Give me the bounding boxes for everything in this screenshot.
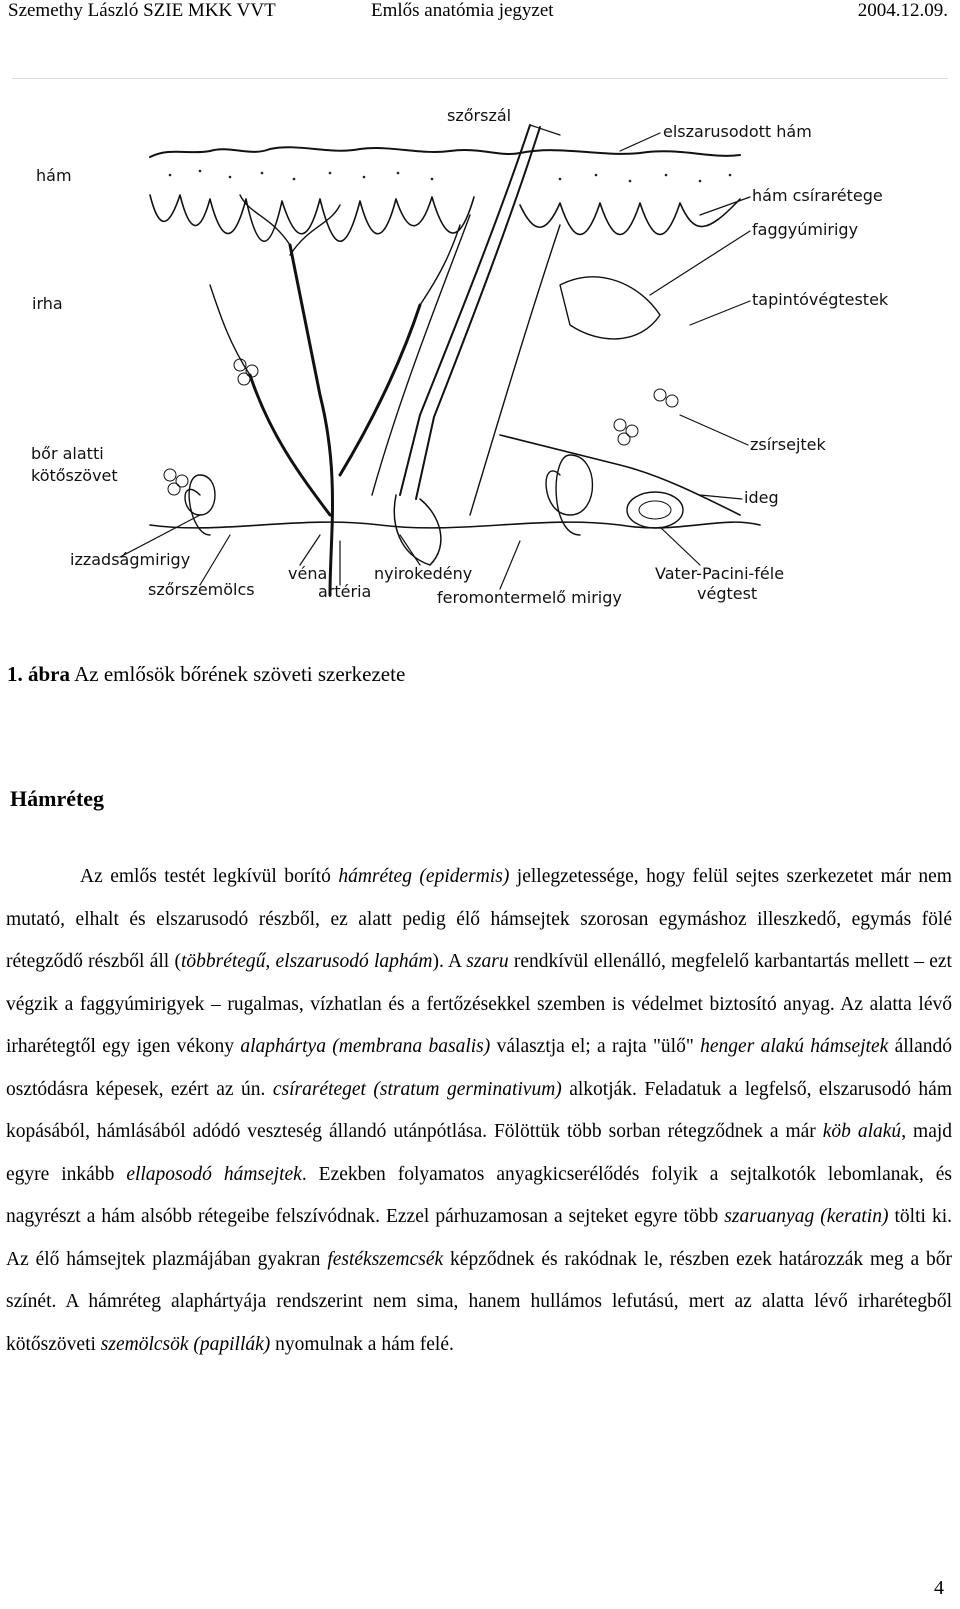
- paragraph: [6, 856, 952, 1366]
- emphasis-term: henger alakú hámsejtek: [700, 1036, 889, 1057]
- header-date: 2004.12.09.: [857, 0, 948, 21]
- text-run: . Ezekben folyamatos anyagkicserélődés folyik a sejtalkotók lebomlanak, és nagyrészt a hám alsóbb rétegeibe felszívódnak. Ezzel párhuzamosan a sejteket egyre több: [6, 1163, 952, 1227]
- figure-caption: [7, 662, 405, 687]
- emphasis-term: hámréteg (epidermis): [338, 866, 510, 887]
- emphasis-term: ellaposodó hámsejtek: [126, 1163, 302, 1185]
- text-run: képződnek és rakódnak le, részben ezek határozzák meg a bőr színét. A hámréteg alaphártyája rendszerint nem sima, hanem hullámos lefutású, mert az alatta lévő irharétegből kötőszöveti: [6, 1248, 953, 1355]
- caption-text: Az emlősök bőrének szöveti szerkezete: [70, 662, 406, 686]
- text-run: Az emlős testét legkívül borító: [80, 866, 339, 887]
- text-run: tölti ki. Az élő hámsejtek plazmájában gyakran: [6, 1206, 952, 1270]
- emphasis-term: szemölcsök (papillák): [100, 1333, 271, 1355]
- body-text: [6, 856, 952, 1366]
- label-vegtest: végtest: [697, 584, 758, 603]
- emphasis-term: szaruanyag (keratin): [724, 1206, 889, 1227]
- skin-structure-figure: [0, 95, 960, 635]
- caption-number: 1. ábra: [7, 662, 70, 686]
- section-title: Hámréteg: [10, 786, 105, 811]
- label-feromontermelo: feromontermelő mirigy: [437, 588, 622, 607]
- label-elszarusodott-ham: elszarusodott hám: [663, 122, 812, 141]
- label-nyirokedeny: nyirokedény: [374, 564, 473, 583]
- text-run: jellegzetessége, hogy felül sejtes szerkezetet már nem mutató, elhalt és elszarusodó részből, ez alatt pedig élő hámsejtek szorosan egymáshoz illeszkedő, egymás fölé rétegződő részből áll (: [6, 866, 952, 972]
- label-irha: irha: [32, 294, 63, 313]
- emphasis-term: csíraréteget (stratum germinativum): [272, 1078, 562, 1100]
- header-author: Szemethy László SZIE MKK VVT: [8, 0, 276, 21]
- emphasis-term: köb alakú: [822, 1121, 902, 1142]
- emphasis-term: többrétegű, elszarusodó laphám: [180, 951, 433, 972]
- skin-illustration: [150, 125, 760, 595]
- label-ideg: ideg: [744, 488, 779, 507]
- page-header: [0, 0, 960, 24]
- label-vena: véna: [288, 564, 328, 583]
- text-run: rendkívül ellenálló, megfelelő karbantartás mellett – ezt végzik a faggyúmirigyek – rugalmas, vízhatlan és a fertőzésekkel szemben is védelmet biztosító anyag. Az alatta lévő irharétegtől egy igen vékony: [6, 951, 952, 1057]
- page-number: 4: [934, 1577, 944, 1599]
- text-run: ). A: [432, 951, 467, 972]
- label-izzadsagmirigy: izzadságmirigy: [70, 550, 191, 569]
- label-tapintovegtestek: tapintóvégtestek: [752, 290, 889, 309]
- label-arteria: artéria: [318, 582, 372, 601]
- emphasis-term: alaphártya (membrana basalis): [240, 1036, 491, 1057]
- header-title: Emlős anatómia jegyzet: [371, 0, 554, 21]
- text-run: nyomulnak a hám felé.: [270, 1333, 454, 1355]
- label-bor-alatti: bőr alatti: [31, 444, 104, 463]
- label-szorszal: szőrszál: [447, 106, 512, 125]
- label-ham-csiraretege: hám csírarétege: [752, 186, 883, 205]
- emphasis-term: szaru: [466, 951, 509, 972]
- label-zsirsejtek: zsírsejtek: [750, 435, 826, 454]
- label-kotoszovet: kötőszövet: [31, 466, 118, 485]
- label-vater-pacini: Vater-Pacini-féle: [655, 564, 785, 583]
- label-szorszemolcs: szőrszemölcs: [148, 580, 255, 599]
- emphasis-term: festékszemcsék: [327, 1248, 444, 1270]
- text-run: alkotják. Feladatuk a legfelső, elszarusodó hám kopásából, hámlásából adódó veszteség állandó utánpótlása. Fölöttük több sorban rétegződnek a már: [6, 1078, 952, 1142]
- header-divider: [12, 78, 948, 79]
- text-run: választja el; a rajta "ülő": [490, 1036, 701, 1057]
- label-ham: hám: [36, 166, 72, 185]
- label-faggyumirigy: faggyúmirigy: [752, 220, 859, 239]
- text-run: állandó osztódásra képesek, ezért az ún.: [6, 1036, 952, 1100]
- text-run: , majd egyre inkább: [6, 1121, 953, 1185]
